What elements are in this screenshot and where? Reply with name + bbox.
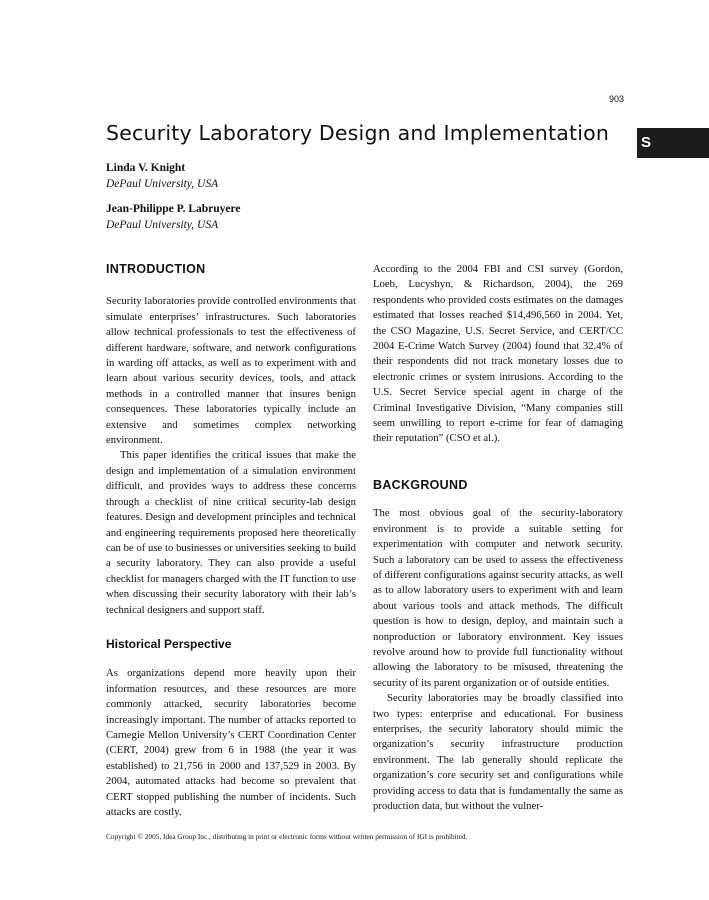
copyright-footer: Copyright © 2005, Idea Group Inc., distributing in print or electronic forms without written permission of IGI is prohibited. (106, 832, 468, 841)
author-name: Jean-Philippe P. Labruyere (106, 203, 241, 215)
left-column (106, 262, 356, 820)
author-name: Linda V. Knight (106, 162, 186, 174)
section-letter-tab (637, 128, 709, 158)
background-paragraph-1: The most obvious goal of the security-laboratory environment is to provide a suitable setting for experimentation with computer and network security. Such a laboratory can be used to assess the effectiveness of different configurations against security attacks, as well as to allow laboratory users to experiment with and learn about various tools and attack methods. The difficult question is how to design, deploy, and maintain such a nonproduction or laboratory environment. Key issues revolve around how to provide full functionality without allowing the laboratory to be misused, threatening the security of its parent organization or of outside entities. (373, 507, 623, 689)
page-number: 903 (608, 94, 624, 104)
author-affiliation: DePaul University, USA (106, 178, 219, 190)
author-block-2 (106, 201, 241, 233)
article-title: Security Laboratory Design and Implementation (106, 121, 610, 145)
right-column (373, 262, 623, 814)
section-letter: S (641, 134, 652, 151)
author-affiliation: DePaul University, USA (106, 219, 219, 231)
introduction-paragraph-1: Security laboratories provide controlled environments that simulate enterprises’ infrastructures. Such laboratories allow technical professionals to test the effectiveness of different hardware, software, and network configurations in warding off attacks, as well as to experiment with and learn about various security devices, tools, and attack methods in a controlled manner that insures benign consequences. These laboratories typically include an extensive and sometimes complex networking environment. (106, 295, 356, 447)
survey-paragraph: According to the 2004 FBI and CSI survey (Gordon, Loeb, Lucyshyn, & Richardson, 2004), the 269 respondents who provided costs estimates on the damages estimated that losses reached $14,496,560 in 2004. Yet, the CSO Magazine, U.S. Secret Service, and CERT/CC 2004 E-Crime Watch Survey (2004) found that 32.4% of their respondents did not track monetary losses due to electronic crimes or system intrusions. According to the U.S. Secret Service special agent in charge of the Criminal Investigative Division, “Many companies still seem unwilling to report e-crime for fear of damaging their reputation” (CSO et al.). (373, 263, 623, 445)
author-block-1 (106, 160, 218, 192)
background-paragraph-2: Security laboratories may be broadly classified into two types: enterprise and educational. For business enterprises, the security laboratory should mimic the organization’s security infrastructure production environment. The lab generally should replicate the organization’s core security set and configurations while providing access to data that is fundamentally the same as production data, but without the vulner- (373, 692, 623, 812)
introduction-paragraph-2: This paper identifies the critical issues that make the design and implementation of a simulation environment difficult, and provides ways to address these concerns through a checklist of nine critical security-lab design features. Design and development principles and technical and engineering requirements proposed here theoretically can be of use to businesses or universities seeking to build a security laboratory. They can also provide a useful checklist for managers charged with the IT function to use when discussing their security laboratory with their lab’s technical designers and support staff. (106, 449, 356, 616)
introduction-heading: INTRODUCTION (106, 262, 206, 276)
historical-paragraph-1: As organizations depend more heavily upon their information resources, and these resources are more commonly attacked, security laboratories become increasingly important. The number of attacks reported to Carnegie Mellon University’s CERT Coordination Center (CERT, 2004) grew from 6 in 1988 (the year it was established) to 21,756 in 2000 and 137,529 in 2003. By 2004, automated attacks had become so prevalent that CERT stopped publishing the number of incidents. Such attacks are costly. (106, 667, 356, 818)
historical-perspective-heading: Historical Perspective (106, 636, 232, 651)
background-heading: BACKGROUND (373, 477, 468, 492)
